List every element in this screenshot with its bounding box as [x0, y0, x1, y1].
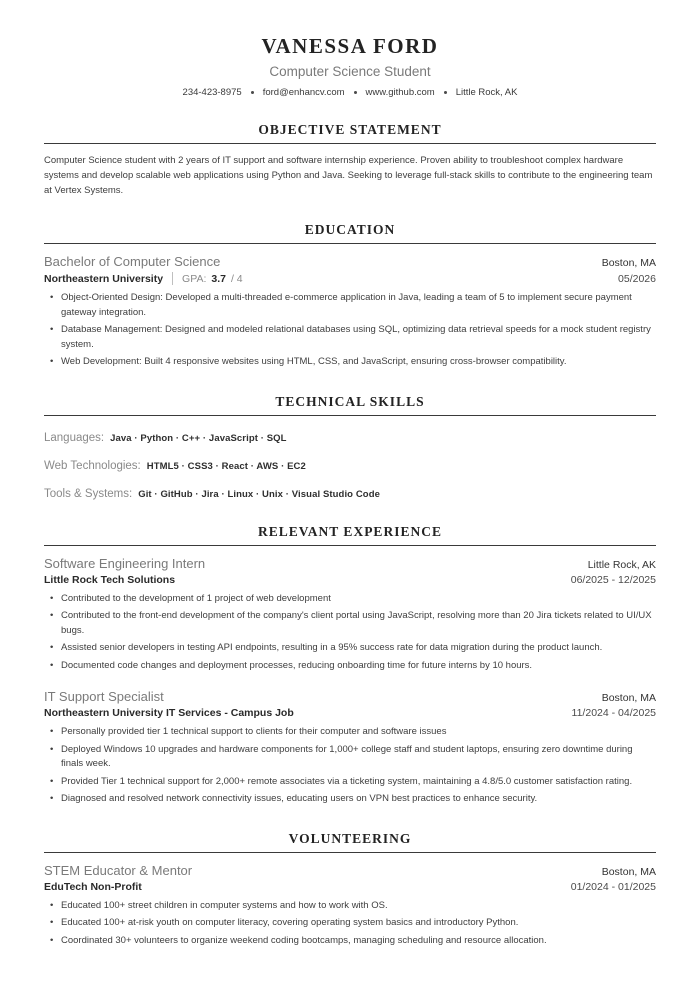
- section-skills: [44, 394, 656, 500]
- skill-value: Java · Python · C++ · JavaScript · SQL: [110, 432, 287, 444]
- heading-rule: [44, 415, 656, 416]
- entry-sub-row: [44, 574, 656, 586]
- entry-sub-row: [44, 272, 656, 285]
- heading-rule: [44, 243, 656, 244]
- section-volunteering: [44, 831, 656, 949]
- job-location: Boston, MA: [601, 692, 656, 704]
- entry-title-row: [44, 863, 656, 878]
- bullet-item: • Database Management: Designed and modeled relational databases using SQL, optimizing data retrieval speeds for a mock student registry system.: [50, 323, 656, 352]
- bullet-item: • Assisted senior developers in testing API endpoints, resulting in a 95% success rate for data migration during the product launch.: [50, 641, 656, 656]
- bullet-separator-icon: [251, 91, 254, 94]
- education-date: 05/2026: [618, 272, 656, 285]
- bullet-item: • Contributed to the development of 1 project of web development: [50, 592, 656, 607]
- entry-sub-row: [44, 707, 656, 719]
- entry-title-row: [44, 556, 656, 571]
- bullet-separator-icon: [444, 91, 447, 94]
- candidate-title: Computer Science Student: [269, 64, 431, 79]
- degree-title: Bachelor of Computer Science: [44, 254, 221, 269]
- entry-sub-row: [44, 881, 656, 893]
- job-bullets: [44, 725, 656, 807]
- gpa-scale: / 4: [230, 272, 243, 285]
- skill-label: Tools & Systems:: [44, 487, 133, 500]
- section-experience: [44, 524, 656, 807]
- job-title: IT Support Specialist: [44, 689, 164, 704]
- section-education: [44, 222, 656, 370]
- skill-label: Languages:: [44, 431, 105, 444]
- candidate-name: VANESSA FORD: [261, 34, 439, 58]
- bullet-item: • Contributed to the front-end development of the company's client portal using JavaScript, resolving more than 20 Jira tickets related to UI/UX bugs.: [50, 609, 656, 638]
- entry-title-row: [44, 689, 656, 704]
- bullet-item: • Documented code changes and deployment processes, reducing onboarding time for future interns by 10 hours.: [50, 659, 656, 674]
- contact-phone: 234-423-8975: [182, 87, 242, 98]
- bullet-item: • Provided Tier 1 technical support for 2,000+ remote associates via a ticketing system, maintaining a 4.8/5.0 customer satisfaction rating.: [50, 775, 656, 790]
- bullet-item: • Deployed Windows 10 upgrades and hardware components for 1,000+ college staff and student laptops, ensuring zero downtime during finals week.: [50, 743, 656, 772]
- contact-line: [44, 87, 656, 98]
- contact-email: ford@enhancv.com: [262, 87, 345, 98]
- entry-title-row: [44, 254, 656, 269]
- section-objective: [44, 122, 656, 198]
- objective-text: Computer Science student with 2 years of IT support and software internship experience. Proven ability to troubleshoot complex hardware systems and develop scalable web applications using Python and Java. Seeking to leverage full-stack skills to contribute to the engineering team at Vertex Systems.: [44, 155, 653, 196]
- experience-entry: [44, 689, 656, 807]
- company-name: Northeastern University IT Services - Campus Job: [44, 707, 294, 719]
- volunteering-entry: [44, 863, 656, 949]
- volunteer-location: Boston, MA: [601, 865, 656, 878]
- skill-value: HTML5 · CSS3 · React · AWS · EC2: [146, 460, 306, 472]
- bullet-item: • Educated 100+ at-risk youth on computer literacy, covering operating system basics and introductory Python.: [50, 916, 656, 931]
- skill-row-languages: [44, 432, 656, 444]
- education-bullets: [44, 291, 656, 370]
- organization-name: EduTech Non-Profit: [44, 880, 142, 893]
- bullet-item: • Educated 100+ street children in computer systems and how to work with OS.: [50, 899, 656, 914]
- job-bullets: [44, 592, 656, 674]
- job-dates: 06/2025 - 12/2025: [570, 573, 656, 586]
- heading-rule: [44, 545, 656, 546]
- contact-website: www.github.com: [365, 87, 435, 98]
- education-entry: [44, 254, 656, 370]
- education-heading: EDUCATION: [304, 222, 396, 237]
- volunteering-heading: VOLUNTEERING: [288, 830, 412, 846]
- bullet-item: • Web Development: Built 4 responsive websites using HTML, CSS, and JavaScript, ensuring cross-browser compatibility.: [50, 355, 656, 370]
- objective-heading: OBJECTIVE STATEMENT: [258, 122, 442, 137]
- skill-label: Web Technologies:: [44, 459, 141, 472]
- experience-entry: [44, 556, 656, 674]
- skills-heading: TECHNICAL SKILLS: [275, 393, 425, 409]
- bullet-item: • Object-Oriented Design: Developed a multi-threaded e-commerce application in Java, leading a team of 5 to implement secure payment gateway integration.: [50, 291, 656, 320]
- resume-header: [44, 34, 656, 98]
- gpa-label: GPA:: [182, 272, 207, 285]
- heading-rule: [44, 143, 656, 144]
- company-name: Little Rock Tech Solutions: [44, 573, 176, 586]
- skill-row-web: [44, 460, 656, 472]
- bullet-separator-icon: [354, 91, 357, 94]
- job-dates: 11/2024 - 04/2025: [571, 707, 656, 719]
- skill-row-tools: [44, 488, 656, 500]
- volunteer-dates: 01/2024 - 01/2025: [570, 880, 656, 893]
- experience-heading: RELEVANT EXPERIENCE: [258, 523, 442, 539]
- bullet-item: • Diagnosed and resolved network connectivity issues, educating users on VPN best practices to enhance security.: [50, 792, 656, 807]
- contact-location: Little Rock, AK: [455, 87, 518, 98]
- bullet-item: • Personally provided tier 1 technical support to clients for their computer and software issues: [50, 725, 656, 740]
- job-title: Software Engineering Intern: [44, 555, 206, 571]
- job-location: Little Rock, AK: [587, 558, 656, 571]
- education-location: Boston, MA: [601, 257, 656, 269]
- volunteer-bullets: [44, 899, 656, 949]
- heading-rule: [44, 852, 656, 853]
- skill-value: Git · GitHub · Jira · Linux · Unix · Visual Studio Code: [138, 488, 380, 500]
- volunteer-title: STEM Educator & Mentor: [44, 862, 193, 878]
- gpa-value: 3.7: [211, 272, 226, 285]
- school-name: Northeastern University: [44, 272, 164, 285]
- bullet-item: • Coordinated 30+ volunteers to organize weekend coding bootcamps, managing scheduling and resource allocation.: [50, 934, 656, 949]
- pipe-separator: [172, 272, 173, 285]
- school-gpa-line: [44, 272, 243, 285]
